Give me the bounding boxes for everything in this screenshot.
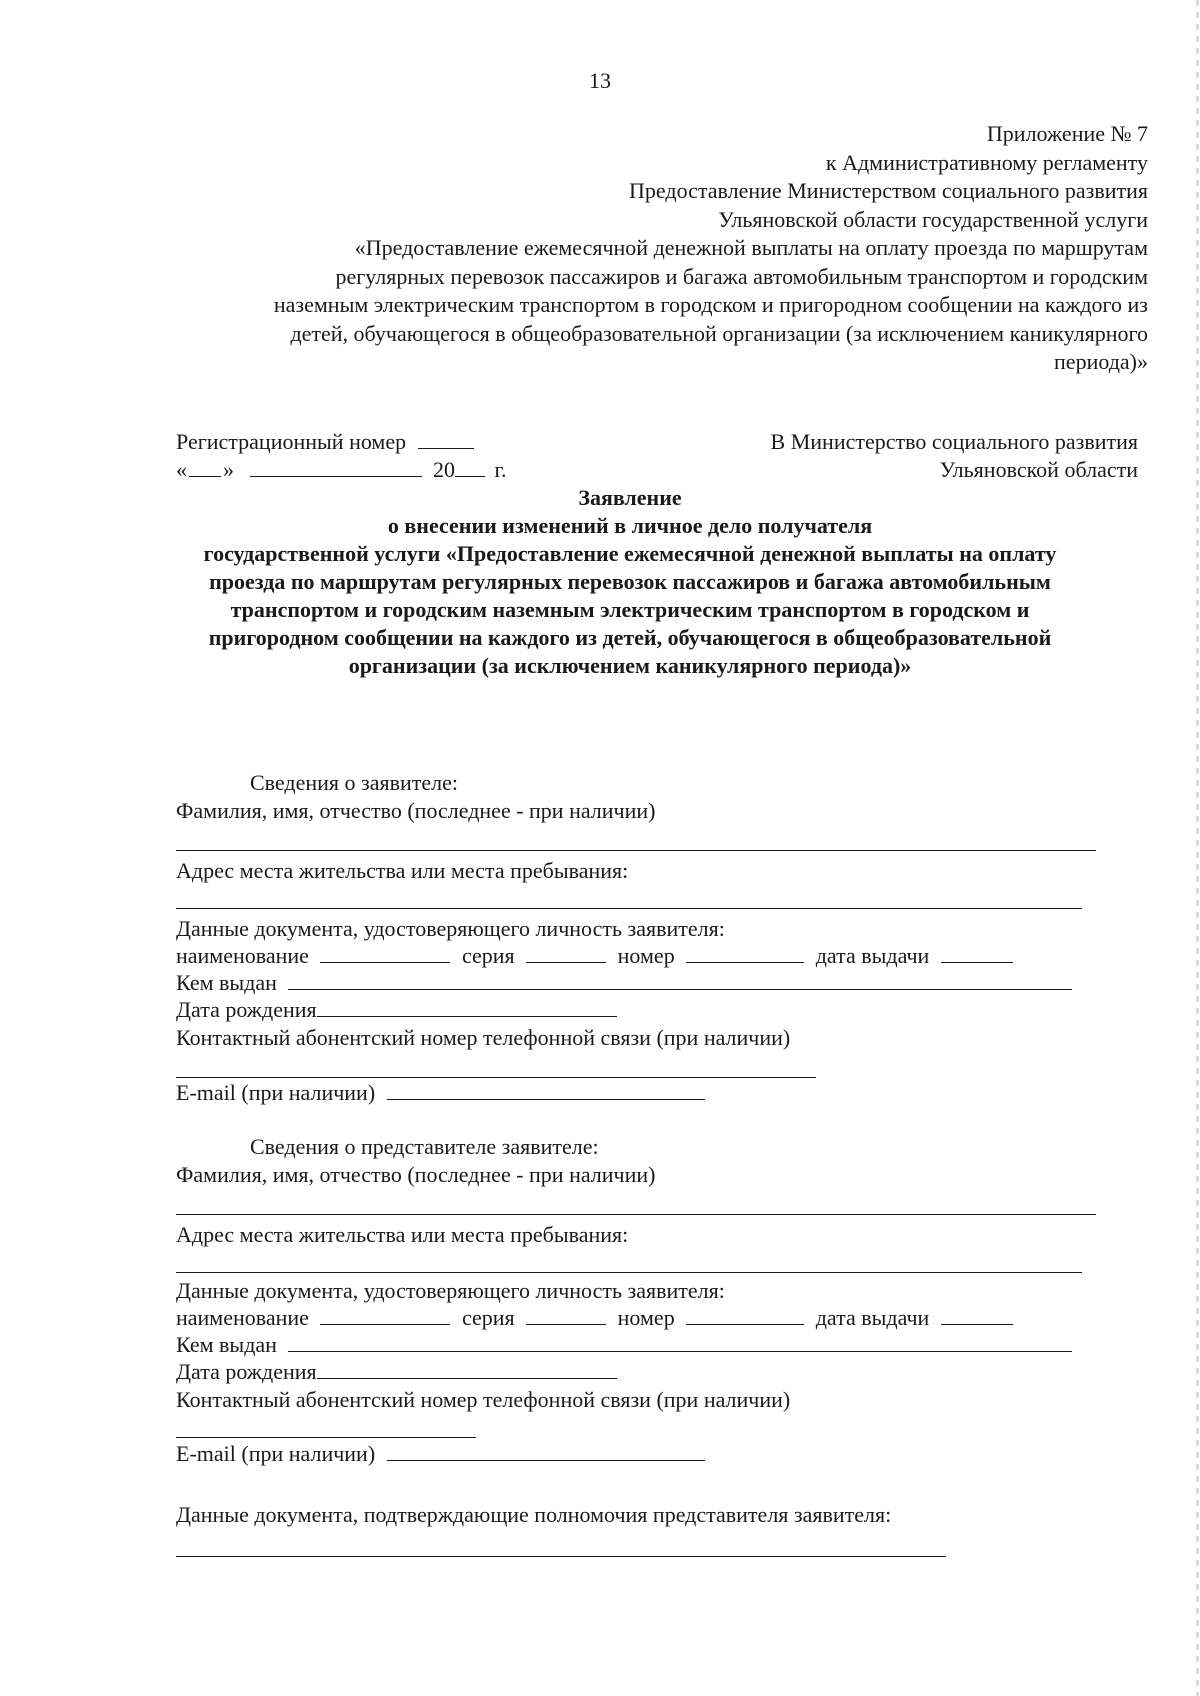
applicant-issue-date-field[interactable] [941, 944, 1013, 963]
representative-id-row [176, 1305, 1019, 1331]
representative-fio-field[interactable] [176, 1214, 1096, 1215]
registration-month-field[interactable] [250, 458, 422, 477]
representative-issued-by-row [176, 1332, 1078, 1358]
representative-birth-date-field[interactable] [317, 1360, 617, 1379]
document-title [140, 484, 1120, 680]
applicant-id-doc-label: Данные документа, удостоверяющего личность заявителя: [176, 916, 725, 941]
representative-issued-by-label: Кем выдан [176, 1332, 277, 1357]
title-line: государственной услуги «Предоставление ежемесячной денежной выплаты на оплату [203, 541, 1057, 566]
representative-email-label: E-mail (при наличии) [176, 1441, 376, 1466]
representative-authority-label: Данные документа, подтверждающие полномочия представителя заявителя: [176, 1502, 892, 1527]
applicant-number-field[interactable] [686, 944, 804, 963]
applicant-issue-date-label: дата выдачи [815, 943, 930, 968]
recipient-block [771, 428, 1138, 484]
appendix-line: к Административному регламенту [825, 149, 1148, 175]
representative-doc-name-label: наименование [176, 1305, 309, 1330]
representative-birth-row [176, 1359, 623, 1385]
applicant-series-label: серия [461, 943, 515, 968]
page-number: 13 [589, 68, 611, 93]
title-line: Заявление [578, 485, 682, 510]
title-line: о внесении изменений в личное дело получателя [387, 513, 873, 538]
applicant-doc-name-field[interactable] [320, 944, 450, 963]
representative-issued-by-field[interactable] [288, 1333, 1072, 1352]
applicant-phone-label: Контактный абонентский номер телефонной связи (при наличии) [176, 1025, 791, 1050]
registration-number-label: Регистрационный номер [176, 429, 407, 454]
applicant-issued-by-label: Кем выдан [176, 970, 277, 995]
representative-email-row [176, 1441, 711, 1467]
registration-day-field[interactable] [189, 458, 221, 477]
representative-address-label: Адрес места жительства или места пребывания: [176, 1222, 629, 1247]
representative-fio-label: Фамилия, имя, отчество (последнее - при наличии) [176, 1162, 656, 1187]
applicant-birth-row [176, 997, 623, 1023]
appendix-line: Предоставление Министерством социального развития [629, 178, 1148, 203]
date-open-quote: « [176, 457, 187, 482]
representative-section-title: Сведения о представителе заявителе: [250, 1134, 599, 1159]
representative-email-field[interactable] [387, 1442, 705, 1461]
applicant-series-field[interactable] [526, 944, 606, 963]
appendix-line: Приложение № 7 [986, 121, 1148, 146]
appendix-block [148, 120, 1148, 377]
recipient-line: В Министерство социального развития [770, 429, 1138, 454]
title-line: проезда по маршрутам регулярных перевозок пассажиров и багажа автомобильным [209, 569, 1051, 594]
date-close-quote: » [223, 457, 234, 482]
applicant-email-row [176, 1080, 711, 1106]
applicant-email-label: E-mail (при наличии) [176, 1080, 376, 1105]
representative-issue-date-label: дата выдачи [815, 1305, 930, 1330]
title-line: организации (за исключением каникулярного периода)» [348, 653, 912, 678]
registration-block [176, 428, 507, 484]
representative-address-field[interactable] [176, 1272, 1082, 1273]
representative-series-label: серия [461, 1305, 515, 1330]
representative-number-field[interactable] [686, 1306, 804, 1325]
representative-id-doc-label: Данные документа, удостоверяющего личность заявителя: [176, 1278, 725, 1303]
representative-authority-field[interactable] [176, 1556, 946, 1557]
appendix-line: Ульяновской области государственной услуги [718, 206, 1148, 232]
applicant-issued-by-row [176, 970, 1078, 996]
year-prefix: 20 [433, 457, 455, 482]
applicant-section-title: Сведения о заявителе: [250, 770, 459, 795]
applicant-email-field[interactable] [387, 1081, 705, 1100]
applicant-phone-field[interactable] [176, 1077, 816, 1078]
representative-issue-date-field[interactable] [941, 1306, 1013, 1325]
representative-phone-field[interactable] [176, 1437, 476, 1438]
applicant-birth-date-label: Дата рождения [176, 997, 317, 1022]
representative-doc-name-field[interactable] [320, 1306, 450, 1325]
applicant-issued-by-field[interactable] [288, 971, 1072, 990]
representative-number-label: номер [617, 1305, 675, 1330]
representative-birth-date-label: Дата рождения [176, 1359, 317, 1384]
appendix-line: регулярных перевозок пассажиров и багажа автомобильным транспортом и городским [335, 263, 1148, 289]
title-line: транспортом и городским наземным электрическим транспортом в городском и [230, 597, 1030, 622]
representative-series-field[interactable] [526, 1306, 606, 1325]
representative-phone-label: Контактный абонентский номер телефонной связи (при наличии) [176, 1387, 791, 1412]
applicant-id-row [176, 943, 1019, 969]
year-suffix: г. [494, 457, 507, 482]
registration-number-field[interactable] [418, 430, 474, 449]
appendix-line: «Предоставление ежемесячной денежной выплаты на оплату проезда по маршрутам [354, 235, 1148, 260]
appendix-line: детей, обучающегося в общеобразовательной организации (за исключением каникулярного [290, 320, 1148, 346]
applicant-doc-name-label: наименование [176, 943, 309, 968]
applicant-fio-label: Фамилия, имя, отчество (последнее - при наличии) [176, 798, 656, 823]
title-line: пригородном сообщении на каждого из детей, обучающегося в общеобразовательной [208, 625, 1052, 650]
applicant-birth-date-field[interactable] [317, 998, 617, 1017]
recipient-line: Ульяновской области [939, 457, 1138, 482]
appendix-line: периода)» [1054, 349, 1148, 374]
scan-edge-artifact [1196, 0, 1199, 1696]
registration-year-field[interactable] [455, 458, 485, 477]
applicant-fio-field[interactable] [176, 850, 1096, 851]
applicant-address-field[interactable] [176, 908, 1082, 909]
applicant-number-label: номер [617, 943, 675, 968]
applicant-address-label: Адрес места жительства или места пребывания: [176, 858, 629, 883]
appendix-line: наземным электрическим транспортом в городском и пригородном сообщении на каждого из [273, 292, 1148, 317]
